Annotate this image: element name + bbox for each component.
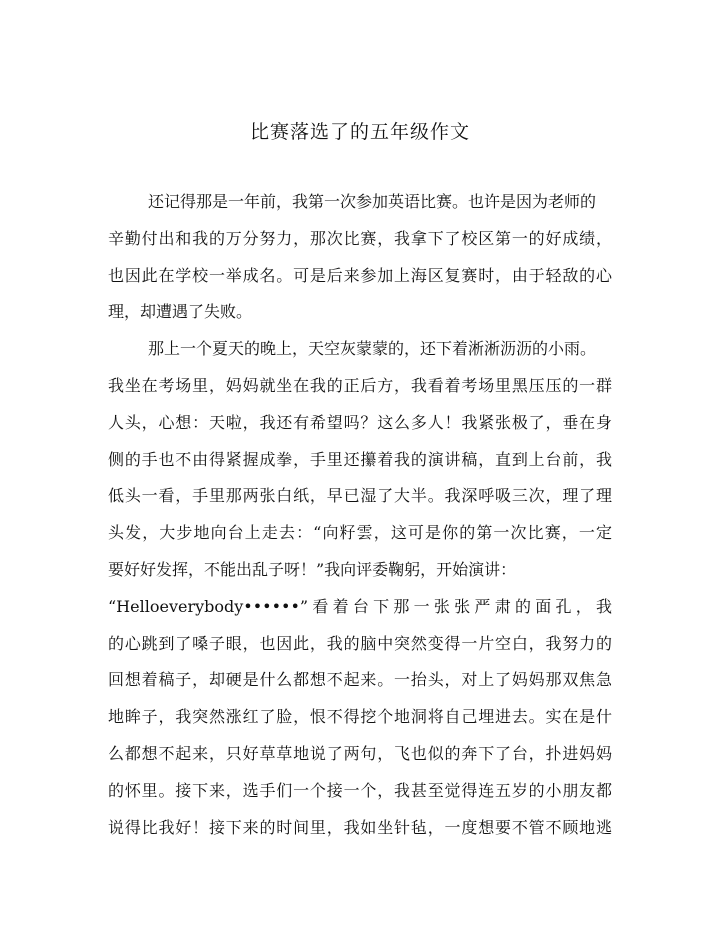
paragraph-line: 回想着稿子，却硬是什么都想不起来。一抬头，对上了妈妈那双焦急 xyxy=(108,670,612,690)
document-title: 比赛落选了的五年级作文 xyxy=(249,121,470,143)
paragraph-line: 么都想不起来，只好草草地说了两句，飞也似的奔下了台，扑进妈妈 xyxy=(108,743,612,763)
paragraph-line: 侧的手也不由得紧握成拳，手里还攥着我的演讲稿，直到上台前，我 xyxy=(108,449,612,469)
document-body xyxy=(108,184,612,846)
paragraph-line: 地眸子，我突然涨红了脸，恨不得挖个地洞将自己埋进去。实在是什 xyxy=(108,707,612,727)
paragraph-line: 我坐在考场里，妈妈就坐在我的正后方，我看着考场里黑压压的一群 xyxy=(108,375,612,395)
paragraph-line: 的心跳到了嗓子眼，也因此，我的脑中突然变得一片空白，我努力的 xyxy=(108,633,612,653)
paragraph-line: 辛勤付出和我的万分努力，那次比赛，我拿下了校区第一的好成绩， xyxy=(108,228,612,248)
paragraph-line: “Helloeverybody••••••”看着台下那一张张严肃的面孔，我 xyxy=(108,596,612,616)
paragraph-line: 说得比我好！接下来的时间里，我如坐针毡，一度想要不管不顾地逃 xyxy=(108,817,612,837)
paragraph-line: 的怀里。接下来，选手们一个接一个，我甚至觉得连五岁的小朋友都 xyxy=(108,780,612,800)
paragraph-line: 人头，心想：天啦，我还有希望吗？这么多人！我紧张极了，垂在身 xyxy=(108,412,612,432)
paragraph-line: 头发，大步地向台上走去：“向籽雲，这可是你的第一次比赛，一定 xyxy=(108,523,612,543)
paragraph-line: 理，却遭遇了失败。 xyxy=(108,302,253,322)
paragraph-line: 要好好发挥，不能出乱子呀！”我向评委鞠躬，开始演讲： xyxy=(108,559,517,579)
paragraph-line: 那上一个夏天的晚上，天空灰蒙蒙的，还下着淅淅沥沥的小雨。 xyxy=(148,339,597,359)
paragraph-line: 低头一看，手里那两张白纸，早已湿了大半。我深呼吸三次，理了理 xyxy=(108,486,612,506)
paragraph-line: 还记得那是一年前，我第一次参加英语比赛。也许是因为老师的 xyxy=(148,192,597,211)
paragraph-line: 也因此在学校一举成名。可是后来参加上海区复赛时，由于轻敌的心 xyxy=(108,265,612,285)
